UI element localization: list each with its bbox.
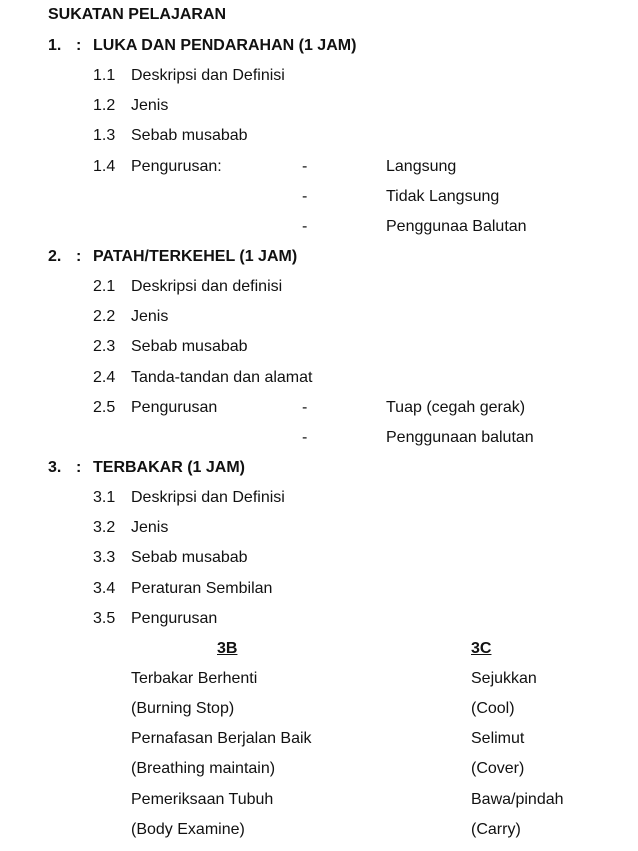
item-text: Deskripsi dan definisi bbox=[131, 278, 283, 295]
item-text: Sebab musabab bbox=[131, 549, 248, 566]
item-number: 2.4 bbox=[93, 369, 116, 386]
table-cell: Pemeriksaan Tubuh bbox=[131, 791, 274, 808]
item-text: Tanda-tandan dan alamat bbox=[131, 369, 313, 386]
item-number: 3.5 bbox=[93, 610, 116, 627]
item-text: Pengurusan: bbox=[131, 158, 222, 175]
section-colon: : bbox=[76, 248, 82, 265]
sub-text: Langsung bbox=[386, 158, 457, 175]
item-number: 1.3 bbox=[93, 127, 116, 144]
page-title: SUKATAN PELAJARAN bbox=[48, 6, 227, 23]
section-heading: LUKA DAN PENDARAHAN (1 JAM) bbox=[93, 37, 357, 54]
table-cell: Sejukkan bbox=[471, 670, 537, 687]
sub-dash: - bbox=[302, 429, 308, 446]
table-header-3b: 3B bbox=[217, 640, 238, 657]
item-number: 1.2 bbox=[93, 97, 116, 114]
table-cell: (Cool) bbox=[471, 700, 515, 717]
table-header-3c: 3C bbox=[471, 640, 492, 657]
item-text: Deskripsi dan Definisi bbox=[131, 67, 285, 84]
table-cell: (Carry) bbox=[471, 821, 521, 838]
table-cell: Terbakar Berhenti bbox=[131, 670, 258, 687]
table-cell: (Cover) bbox=[471, 760, 525, 777]
sub-dash: - bbox=[302, 158, 308, 175]
sub-text: Tidak Langsung bbox=[386, 188, 500, 205]
item-number: 2.1 bbox=[93, 278, 116, 295]
section-colon: : bbox=[76, 459, 82, 476]
item-number: 1.1 bbox=[93, 67, 116, 84]
sub-text: Tuap (cegah gerak) bbox=[386, 399, 526, 416]
item-number: 3.3 bbox=[93, 549, 116, 566]
item-text: Jenis bbox=[131, 308, 169, 325]
table-cell: Pernafasan Berjalan Baik bbox=[131, 730, 312, 747]
item-number: 2.3 bbox=[93, 338, 116, 355]
sub-dash: - bbox=[302, 218, 308, 235]
item-text: Sebab musabab bbox=[131, 127, 248, 144]
item-text: Sebab musabab bbox=[131, 338, 248, 355]
table-cell: (Breathing maintain) bbox=[131, 760, 276, 777]
item-text: Peraturan Sembilan bbox=[131, 580, 273, 597]
item-number: 3.1 bbox=[93, 489, 116, 506]
sub-dash: - bbox=[302, 188, 308, 205]
section-heading: PATAH/TERKEHEL (1 JAM) bbox=[93, 248, 298, 265]
table-cell: (Body Examine) bbox=[131, 821, 245, 838]
table-cell: (Burning Stop) bbox=[131, 700, 235, 717]
item-number: 3.2 bbox=[93, 519, 116, 536]
item-text: Pengurusan bbox=[131, 399, 218, 416]
sub-dash: - bbox=[302, 399, 308, 416]
section-heading: TERBAKAR (1 JAM) bbox=[93, 459, 245, 476]
section-number: 2. bbox=[48, 248, 62, 265]
item-text: Jenis bbox=[131, 519, 169, 536]
table-cell: Selimut bbox=[471, 730, 525, 747]
sub-text: Penggunaan balutan bbox=[386, 429, 534, 446]
item-number: 3.4 bbox=[93, 580, 116, 597]
item-number: 2.2 bbox=[93, 308, 116, 325]
section-number: 3. bbox=[48, 459, 62, 476]
sub-text: Penggunaa Balutan bbox=[386, 218, 527, 235]
section-colon: : bbox=[76, 37, 82, 54]
item-number: 1.4 bbox=[93, 158, 116, 175]
section-number: 1. bbox=[48, 37, 62, 54]
item-text: Deskripsi dan Definisi bbox=[131, 489, 285, 506]
table-cell: Bawa/pindah bbox=[471, 791, 564, 808]
item-number: 2.5 bbox=[93, 399, 116, 416]
item-text: Jenis bbox=[131, 97, 169, 114]
item-text: Pengurusan bbox=[131, 610, 218, 627]
